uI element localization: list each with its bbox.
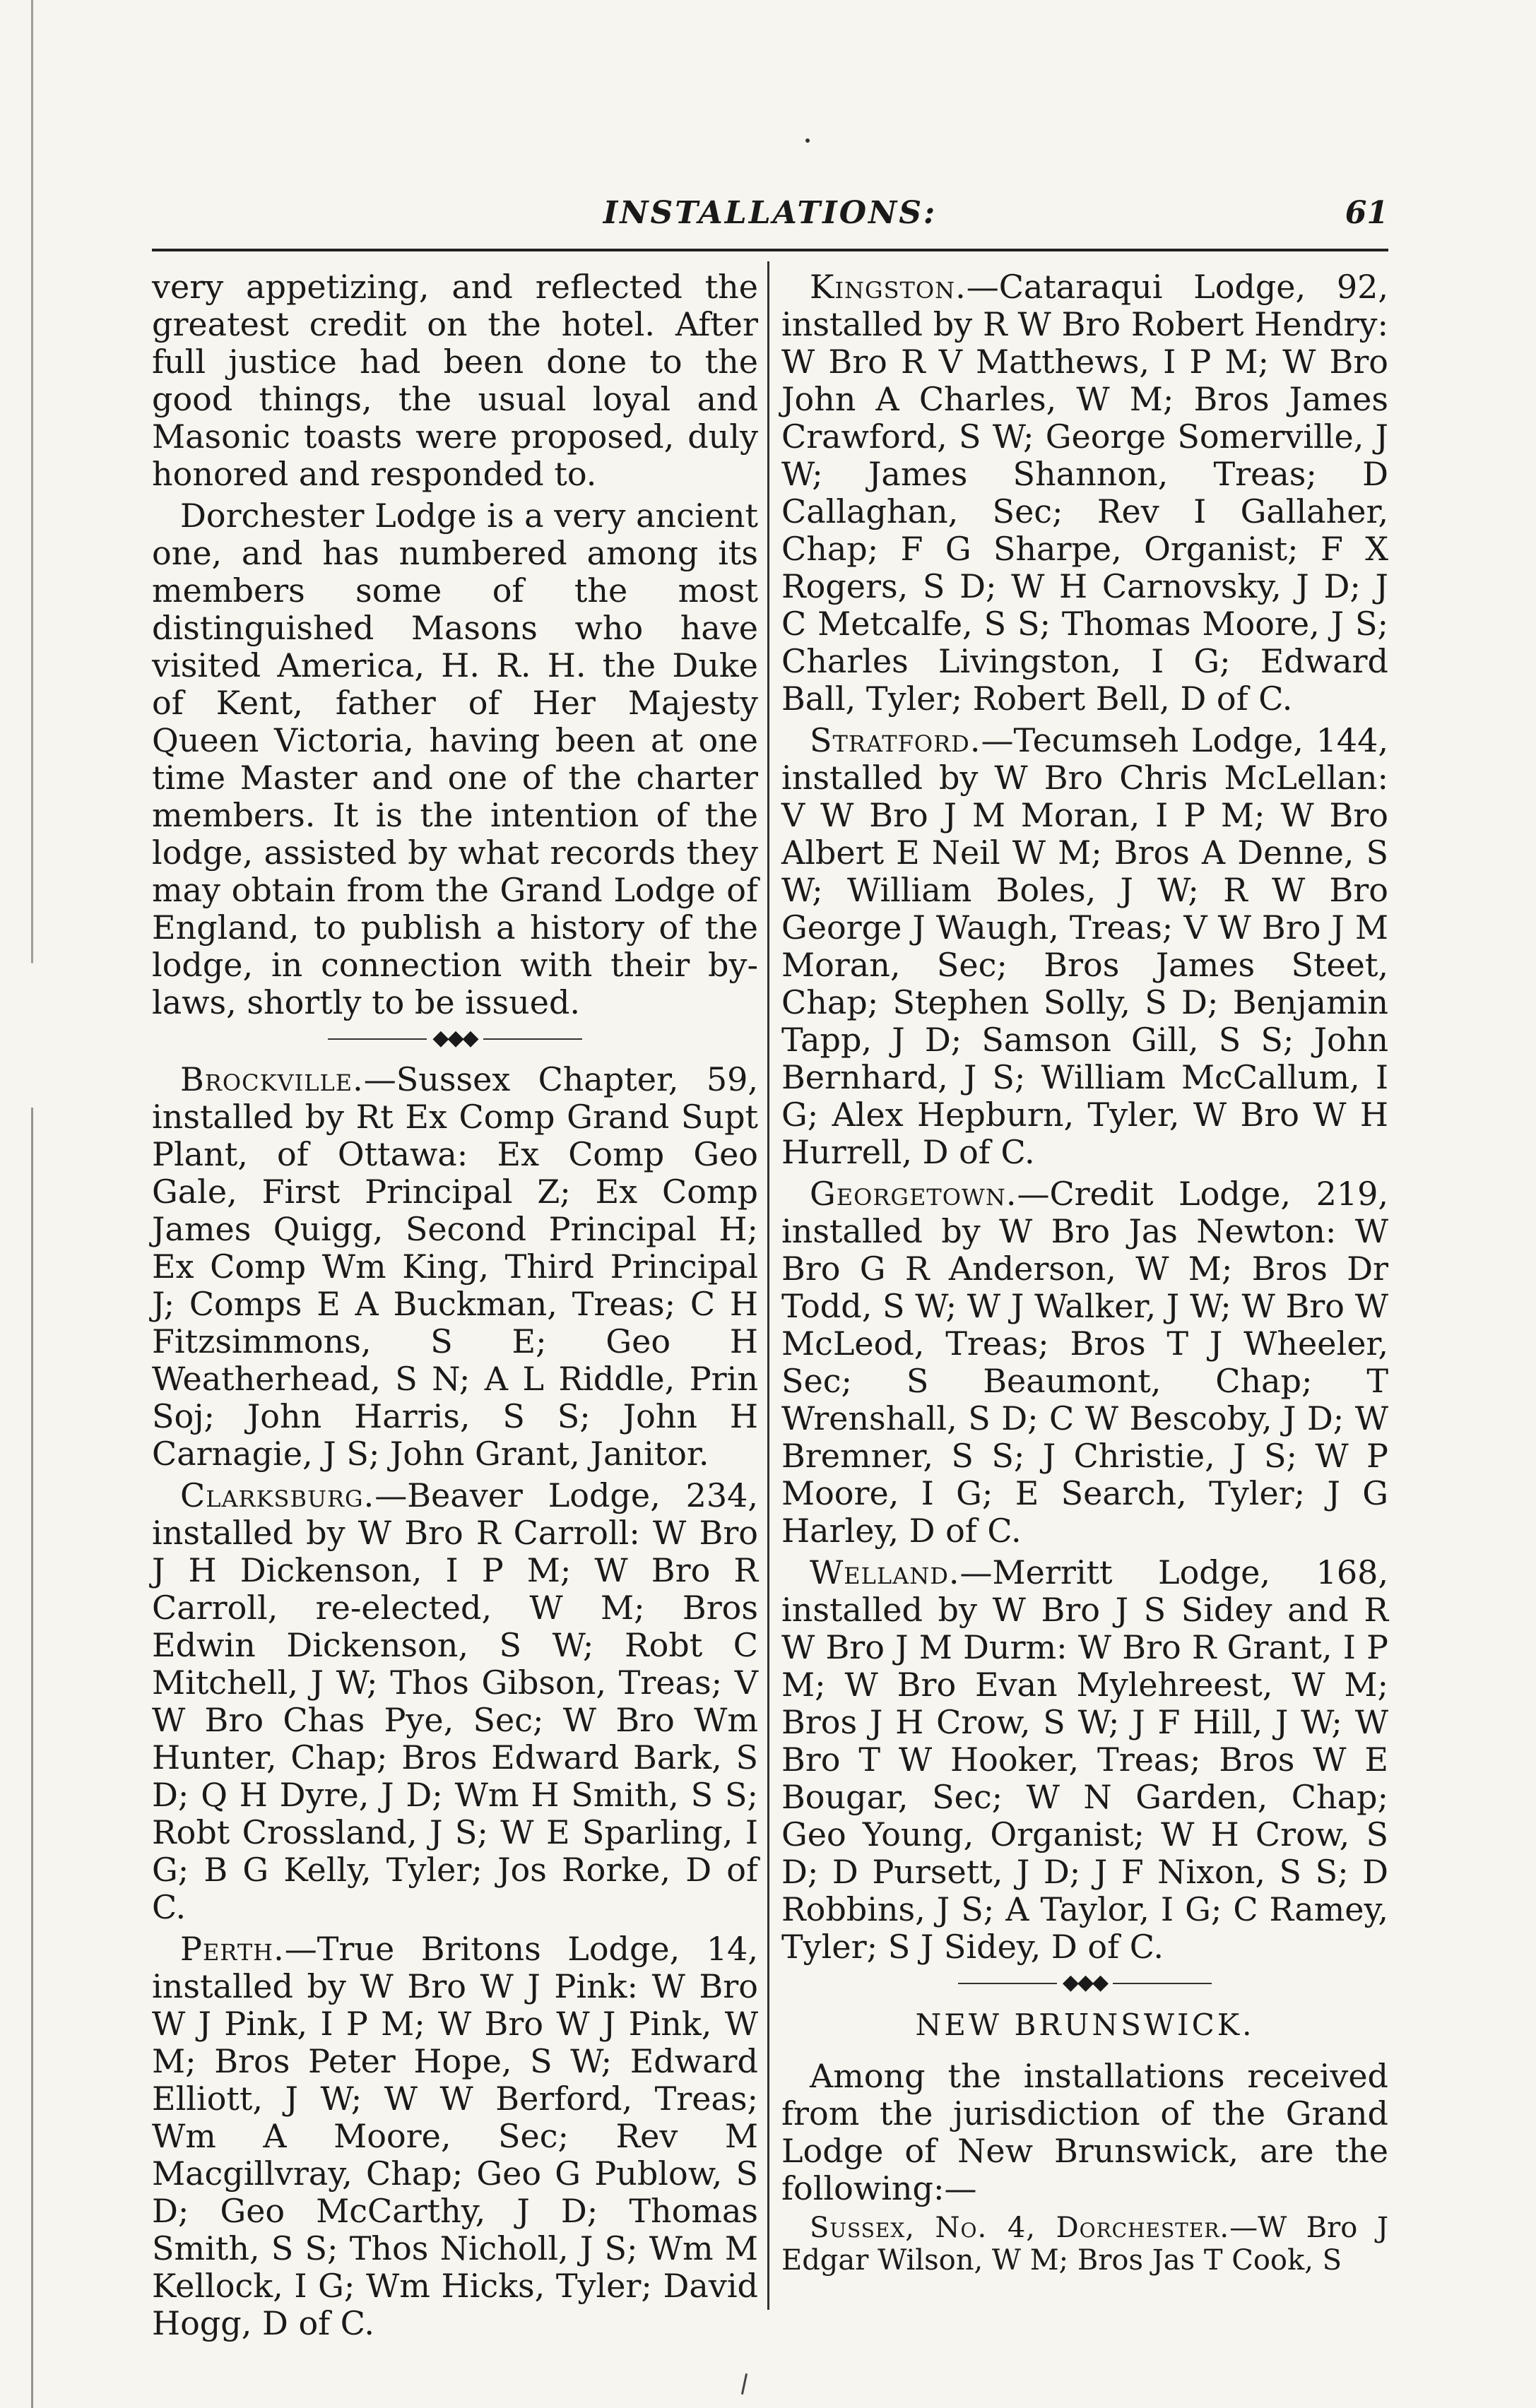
entry-text: —Beaver Lodge, 234, installed by W Bro R Carroll: W Bro J H Dickenson, I P M; W Bro R Carroll, re-elected, W M; Bros Edwin Dickenson, S W; Robt C Mitchell, J W; Thos Gibson, Treas; V W Bro Chas Pye, Sec; W Bro Wm Hunter, Chap; Bros Edward Bark, S D; Q H Dyre, J D; Wm H Smith, S S; Robt Crossland, J S; W E Sparling, I G; B G Kelly, Tyler; Jos Rorke, D of C. [152, 1476, 758, 1926]
header-rule [152, 249, 1388, 251]
right-column [781, 268, 1388, 2281]
entry-text: —Sussex Chapter, 59, installed by Rt Ex Comp Grand Supt Plant, of Ottawa: Ex Comp Geo Gale, First Principal Z; Ex Comp James Quigg, Second Principal H; Ex Comp Wm King, Third Principal J; Comps E A Buckman, Treas; C H Fitzsimmons, S E; Geo H Weatherhead, S N; A L Riddle, Prin Soj; John Harris, S S; John H Carnagie, J S; John Grant, Janitor. [152, 1060, 758, 1473]
page-header [152, 192, 1388, 243]
paragraph-dorchester-lodge: Dorchester Lodge is a very ancient one, and has numbered among its members some of the most distinguished Masons who have visited America, H. R. H. the Duke of Kent, father of Her Majesty Queen Victoria, having been at one time Master and one of the charter members. It is the intention of the lodge, assisted by what records they may obtain from the Grand Lodge of England, to publish a history of the lodge, in connection with their by-laws, shortly to be issued. [152, 497, 758, 1021]
section-heading: NEW BRUNSWICK. [915, 2007, 1255, 2042]
entry-text: —True Britons Lodge, 14, installed by W Bro W J Pink: W Bro W J Pink, I P M; W Bro W J Pink, W M; Bros Peter Hope, S W; Edward Elliott, J W; W W Berford, Treas; Wm A Moore, Sec; Rev M Macgillvray, Chap; Geo G Publow, S D; Geo McCarthy, J D; Thomas Smith, S S; Thos Nicholl, J S; Wm M Kellock, I G; Wm Hicks, Tyler; David Hogg, D of C. [152, 1930, 758, 2342]
print-mark [741, 2373, 748, 2395]
place-name: Georgetown. [810, 1175, 1017, 1213]
left-column [152, 268, 758, 2347]
entry-text: —Tecumseh Lodge, 144, installed by W Bro Chris McLellan: V W Bro J M Moran, I P M; W Bro Albert E Neil W M; Bros A Denne, S W; William Boles, J W; R W Bro George J Waugh, Treas; V W Bro J M Moran, Sec; Bros James Steet, Chap; Stephen Solly, S D; Benjamin Tapp, J D; Samson Gill, S S; John Bernhard, J S; William McCallum, I G; Alex Hepburn, Tyler, W Bro W H Hurrell, D of C. [781, 721, 1388, 1171]
binding-edge-line [31, 0, 33, 2408]
section-ornament: ◆◆◆ [152, 1026, 758, 1051]
running-head: INSTALLATIONS: [603, 195, 938, 231]
place-name: Sussex, No. 4, Dorchester. [810, 2212, 1230, 2244]
entry-text: —W Bro J Edgar Wilson, W M; Bros Jas T Cook, S [781, 2212, 1388, 2277]
entry-sussex [781, 2212, 1388, 2277]
print-speck [805, 138, 810, 143]
place-name: Kingston. [810, 268, 967, 306]
paragraph-dinner: very appetizing, and reflected the greatest credit on the hotel. After full justice had been done to the good things, the usual loyal and Masonic toasts were proposed, duly honored and responded to. [152, 268, 758, 493]
paragraph-new-brunswick-intro: Among the installations received from the jurisdiction of the Grand Lodge of New Brunswick, are the following:— [781, 2057, 1388, 2207]
entry-perth [152, 1930, 758, 2342]
entry-text: —Credit Lodge, 219, installed by W Bro Jas Newton: W Bro G R Anderson, W M; Bros Dr Todd, S W; W J Walker, J W; W Bro W McLeod, Treas; Bros T J Wheeler, Sec; S Beaumont, Chap; T Wrenshall, S D; C W Bescoby, J D; W Bremner, S S; J Christie, J S; W P Moore, I G; E Search, Tyler; J G Harley, D of C. [781, 1175, 1388, 1550]
section-ornament: ◆◆◆ [781, 1970, 1388, 1995]
page-number: 61 [1345, 195, 1388, 231]
entry-stratford [781, 722, 1388, 1171]
entry-kingston [781, 268, 1388, 718]
place-name: Brockville. [180, 1060, 364, 1098]
entry-welland [781, 1554, 1388, 1966]
entry-text: —Merritt Lodge, 168, installed by W Bro J S Sidey and R W Bro J M Durm: W Bro R Grant, I P M; W Bro Evan Mylehreest, W M; Bros J H Crow, S W; J F Hill, J W; W Bro T W Hooker, Treas; Bros W E Bougar, Sec; W N Garden, Chap; Geo Young, Organist; W H Crow, S D; D Pursett, J D; J F Nixon, S S; D Robbins, J S; A Taylor, I G; C Ramey, Tyler; S J Sidey, D of C. [781, 1553, 1388, 1966]
entry-text: —Cataraqui Lodge, 92, installed by R W Bro Robert Hendry: W Bro R V Matthews, I P M; W Bro John A Charles, W M; Bros James Crawford, S W; George Somerville, J W; James Shannon, Treas; D Callaghan, Sec; Rev I Gallaher, Chap; F G Sharpe, Organist; F X Rogers, S D; W H Carnovsky, J D; J C Metcalfe, S S; Thomas Moore, J S; Charles Livingston, I G; Edward Ball, Tyler; Robert Bell, D of C. [781, 268, 1388, 718]
column-divider [767, 261, 769, 2310]
entry-georgetown [781, 1175, 1388, 1550]
place-name: Clarksburg. [180, 1476, 375, 1514]
place-name: Perth. [180, 1930, 285, 1968]
place-name: Stratford. [810, 721, 981, 759]
entry-brockville [152, 1061, 758, 1473]
entry-clarksburg [152, 1477, 758, 1926]
place-name: Welland. [810, 1553, 960, 1591]
